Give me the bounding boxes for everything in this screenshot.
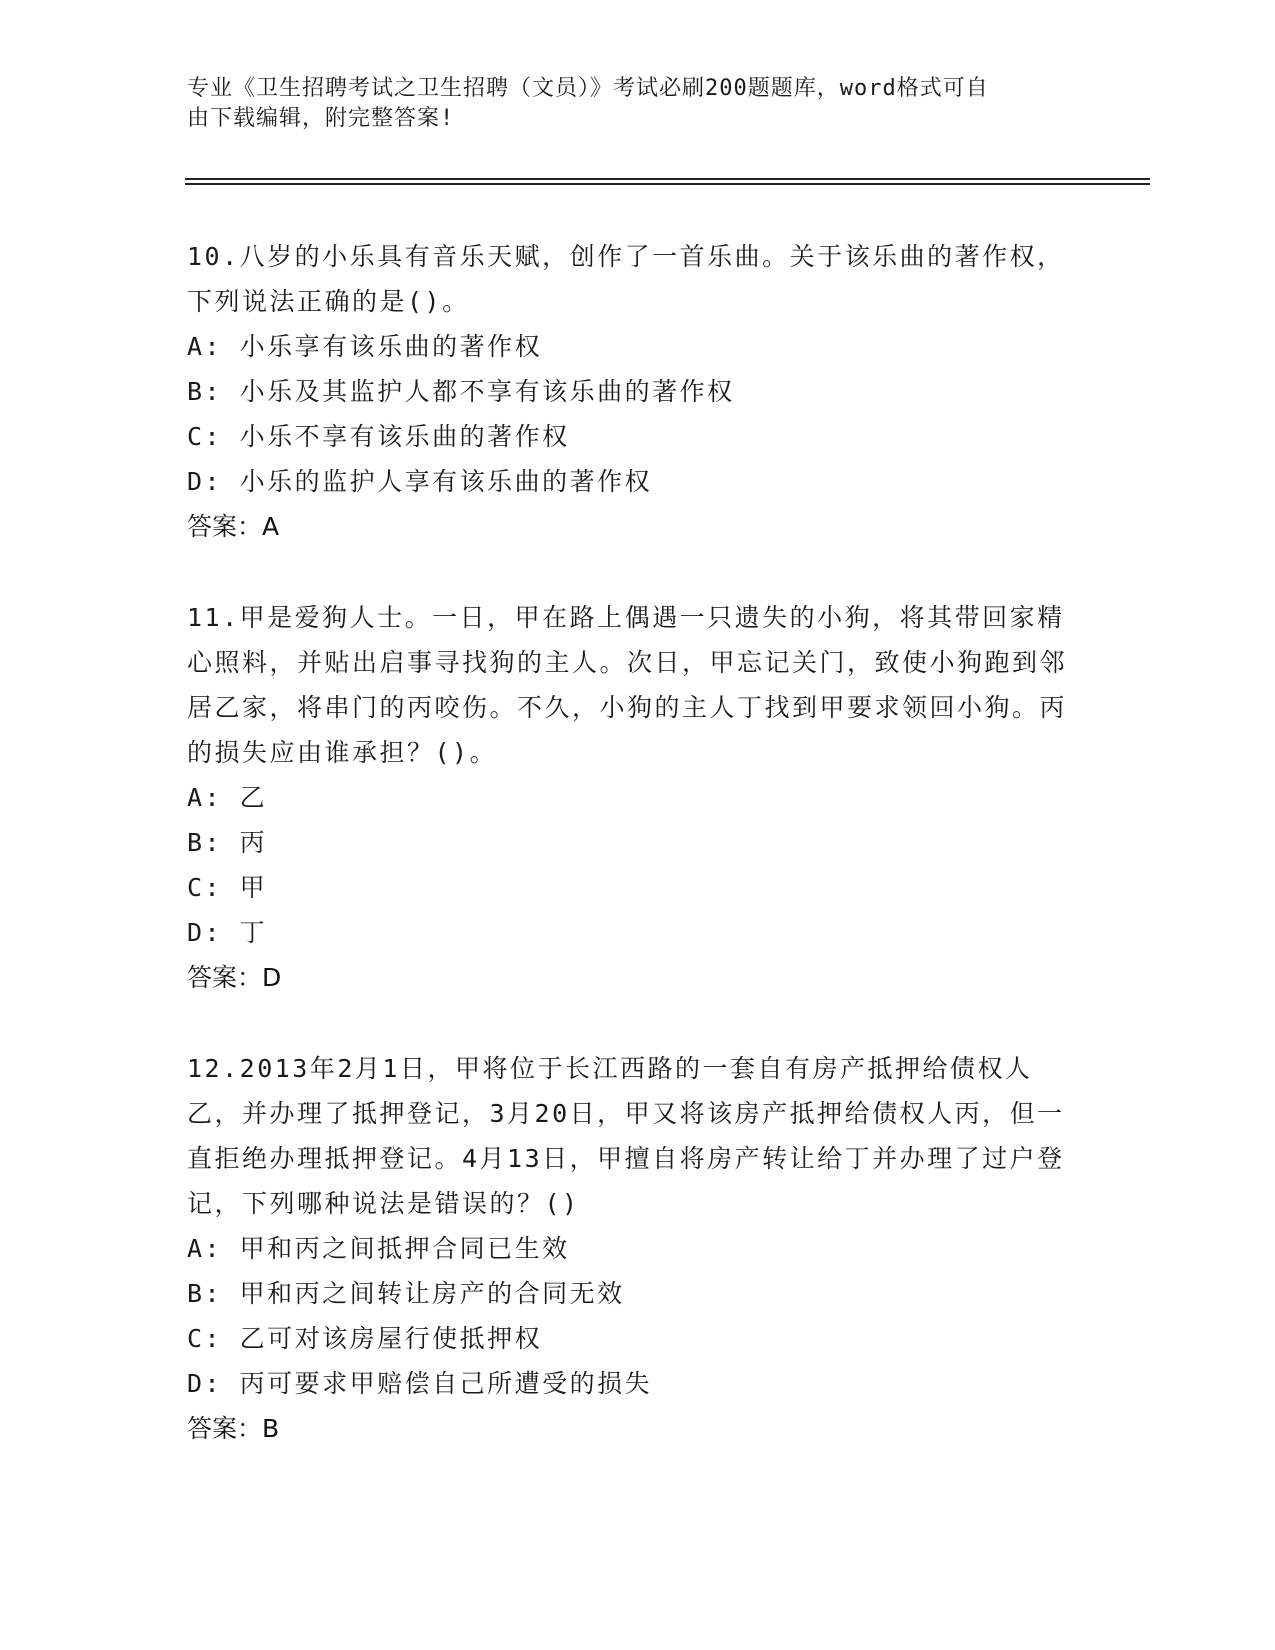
question-10 xyxy=(187,234,1087,549)
option-c: C: 甲 xyxy=(187,873,268,902)
question-stem: 10.八岁的小乐具有音乐天赋，创作了一首乐曲。关于该乐曲的著作权，下列说法正确的是()。 xyxy=(187,242,1065,316)
option-d: D: 小乐的监护人享有该乐曲的著作权 xyxy=(187,467,653,496)
option-d: D: 丙可要求甲赔偿自己所遭受的损失 xyxy=(187,1369,653,1398)
answer-line: 答案：D xyxy=(187,963,282,992)
option-d: D: 丁 xyxy=(187,918,268,947)
answer-line: 答案：A xyxy=(187,512,280,541)
option-b: B: 甲和丙之间转让房产的合同无效 xyxy=(187,1279,625,1308)
question-12 xyxy=(187,1046,1087,1451)
option-b: B: 丙 xyxy=(187,828,268,857)
option-a: A: 甲和丙之间抵押合同已生效 xyxy=(187,1234,570,1263)
header-divider-bottom xyxy=(185,183,1150,185)
header-line-2: 由下载编辑，附完整答案! xyxy=(187,106,455,131)
option-c: C: 小乐不享有该乐曲的著作权 xyxy=(187,422,570,451)
question-stem: 12.2013年2月1日，甲将位于长江西路的一套自有房产抵押给债权人乙，并办理了抵押登记，3月20日，甲又将该房产抵押给债权人丙，但一直拒绝办理抵押登记。4月13日，甲擅自将房产转让给丁并办理了过户登记，下列哪种说法是错误的？() xyxy=(187,1054,1065,1218)
option-a: A: 小乐享有该乐曲的著作权 xyxy=(187,332,543,361)
question-stem: 11.甲是爱狗人士。一日，甲在路上偶遇一只遗失的小狗，将其带回家精心照料，并贴出启事寻找狗的主人。次日，甲忘记关门，致使小狗跑到邻居乙家，将串门的丙咬伤。不久，小狗的主人丁找到甲要求领回小狗。丙的损失应由谁承担？()。 xyxy=(187,603,1068,767)
option-b: B: 小乐及其监护人都不享有该乐曲的著作权 xyxy=(187,377,735,406)
option-a: A: 乙 xyxy=(187,783,268,812)
header-divider-top xyxy=(185,178,1150,180)
document-header xyxy=(187,74,1067,134)
question-11 xyxy=(187,595,1087,1000)
answer-line: 答案：B xyxy=(187,1414,280,1443)
header-line-1: 专业《卫生招聘考试之卫生招聘（文员）》考试必刷200题题库，word格式可自 xyxy=(187,76,989,101)
option-c: C: 乙可对该房屋行使抵押权 xyxy=(187,1324,543,1353)
